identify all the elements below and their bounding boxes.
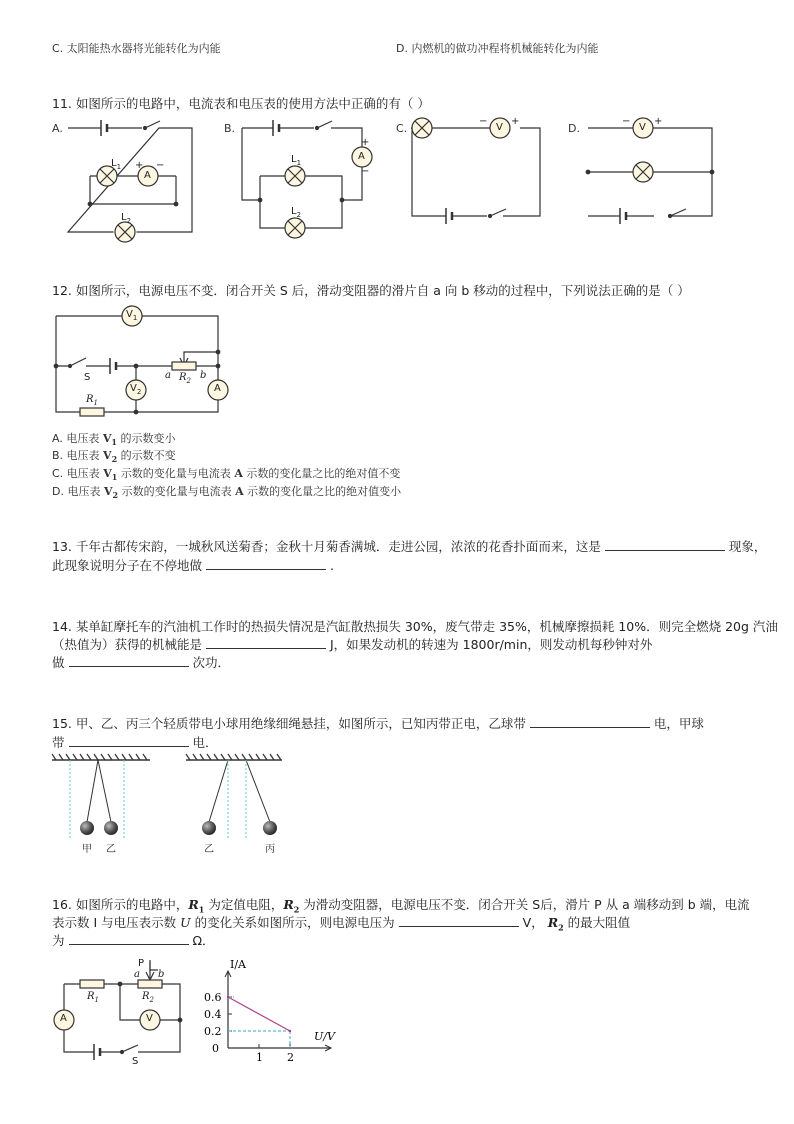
q15-balls [80,821,277,835]
q16-fig-p: P [138,958,145,969]
ball-bing-right [263,821,277,835]
q16-fig-voltmeter: V [146,1013,153,1024]
q15-label-yi-left: 乙 [106,844,116,855]
q11c-plus: + [511,116,520,127]
q12-option-b: B. 电压表 $V_2$ 的示数不变 [52,449,176,465]
q12-switch-s: S [84,372,91,383]
q12-end-a: a [165,370,171,381]
q11d-plus: + [654,116,663,127]
q12-r2: $R_2$ [179,372,191,385]
q15-blank-1[interactable] [530,715,650,728]
q16-line-2: 表示数 I 与电压表示数 U 的变化关系如图所示，则电源电压为 V， $R_2$ 的最大阻值 [52,915,631,933]
y-tick-label: 0.2 [204,1025,222,1038]
q11c-voltmeter-label: V [496,122,503,133]
q11a-l2: $L_2$ [121,212,132,225]
q16-line-1: 16. 如图所示的电路中，$R_1$ 为定值电阻，$R_2$ 为滑动变阻器，电源电压不变．闭合开关 S后，滑片 P 从 a 端移动到 b 端，电流 [52,897,750,915]
q16-blank-2[interactable] [69,932,189,945]
y-tick-label: 0.4 [204,1008,222,1021]
q14-line-2: （热值为）获得的机械能是 J，如果发动机的转速为 1800r/min，则发动机每秒钟对外 [52,637,653,652]
q11-circuit-c [411,118,540,224]
q15-label-jia: 甲 [82,844,92,855]
q16-fig-a: a [134,969,140,980]
q11-label-a: A. [52,122,63,135]
q16-fig-switch: S [132,1056,139,1067]
q15-blank-2[interactable] [69,734,189,747]
q14-line-3: 做 次功． [52,655,230,670]
q16-fig-r2: $R_2$ [142,991,154,1004]
q13-blank-1[interactable] [605,538,725,551]
q11d-voltmeter-label: V [639,122,646,133]
q11-label-b: B. [224,122,236,135]
x-tick-label: 2 [287,1051,294,1064]
q12-v1: $V_1$ [126,309,138,322]
data-point [227,996,229,998]
q13-line-2: 此现象说明分子在不停地做 . [52,558,334,573]
q11a-plus: + [135,160,144,171]
q11-circuit-b [242,120,372,238]
q12-r1: $R_1$ [86,394,98,407]
q15-label-bing: 丙 [265,844,275,855]
q11-stem: 11. 如图所示的电路中，电流表和电压表的使用方法中正确的有（ ） [52,96,430,111]
origin-label: 0 [212,1042,219,1055]
q10-option-c: C. 太阳能热水器将光能转化为内能 [52,42,221,55]
q16-line-3: 为 Ω． [52,933,215,948]
q11-label-d: D. [568,122,580,135]
q11a-minus: − [156,160,165,171]
q12-end-b: b [200,370,207,381]
q14-blank-1[interactable] [206,636,326,649]
q11b-l1: $L_1$ [291,154,302,167]
q12-option-c: C. 电压表 $V_1$ 示数的变化量与电流表 A 示数的变化量之比的绝对值不变 [52,467,401,483]
q11c-minus: − [479,116,488,127]
q11a-l1: $L_1$ [111,158,122,171]
q14-blank-2[interactable] [69,654,189,667]
q12-ammeter: A [214,383,221,394]
q13-blank-2[interactable] [206,557,326,570]
q11b-l2: $L_2$ [291,206,302,219]
q16-fig-b: b [158,969,165,980]
q13-line-1: 13. 千年古都传宋韵，一城秋风送菊香；金秋十月菊香满城．走进公园，浓浓的花香扑面而来，这是 现象， [52,539,767,554]
y-axis-label: I/A [230,958,246,971]
q15-line-1: 15. 甲、乙、丙三个轻质带电小球用绝缘细绳悬挂，如图所示，已知丙带正电，乙球带 电，甲球 [52,716,704,731]
q11d-minus: − [622,116,631,127]
x-tick-label: 1 [256,1051,263,1064]
q15-line-2: 带 电． [52,735,218,750]
q11b-plus: + [361,137,370,148]
q12-option-a: A. 电压表 $V_1$ 的示数变小 [52,432,176,448]
data-point [289,1030,291,1032]
q12-circuit [54,306,228,416]
ball-yi-right [202,821,216,835]
q15-label-yi-right: 乙 [204,844,214,855]
q12-option-d: D. 电压表 $V_2$ 示数的变化量与电流表 A 示数的变化量之比的绝对值变小 [52,485,402,501]
q11-label-c: C. [396,122,408,135]
q11b-ammeter-label: A [358,151,365,162]
q10-option-d: D. 内燃机的做功冲程将机械能转化为内能 [396,42,599,55]
q16-blank-1[interactable] [399,914,519,927]
q16-fig-ammeter: A [60,1013,67,1024]
q12-stem: 12. 如图所示，电源电压不变．闭合开关 S 后，滑动变阻器的滑片自 a 向 b 移动的过程中，下列说法正确的是（ ） [52,283,690,298]
q14-line-1: 14. 某单缸摩托车的汽油机工作时的热损失情况是汽缸散热损失 30%，废气带走 35%，机械摩擦损耗 10%．则完全燃烧 20g 汽油 [52,619,778,634]
q11-circuit-d [586,118,714,224]
q16-graph [204,958,336,1064]
q15-figure-left [52,754,150,840]
ball-yi-left [104,821,118,835]
x-axis-label: U/V [314,1030,335,1043]
q11b-minus: − [361,166,370,177]
ball-jia-left [80,821,94,835]
y-tick-label: 0.6 [204,991,222,1004]
q11a-ammeter-label: A [144,170,151,181]
q16-fig-r1: $R_1$ [87,991,99,1004]
series-line [228,997,290,1031]
q12-v2: $V_2$ [130,383,142,396]
